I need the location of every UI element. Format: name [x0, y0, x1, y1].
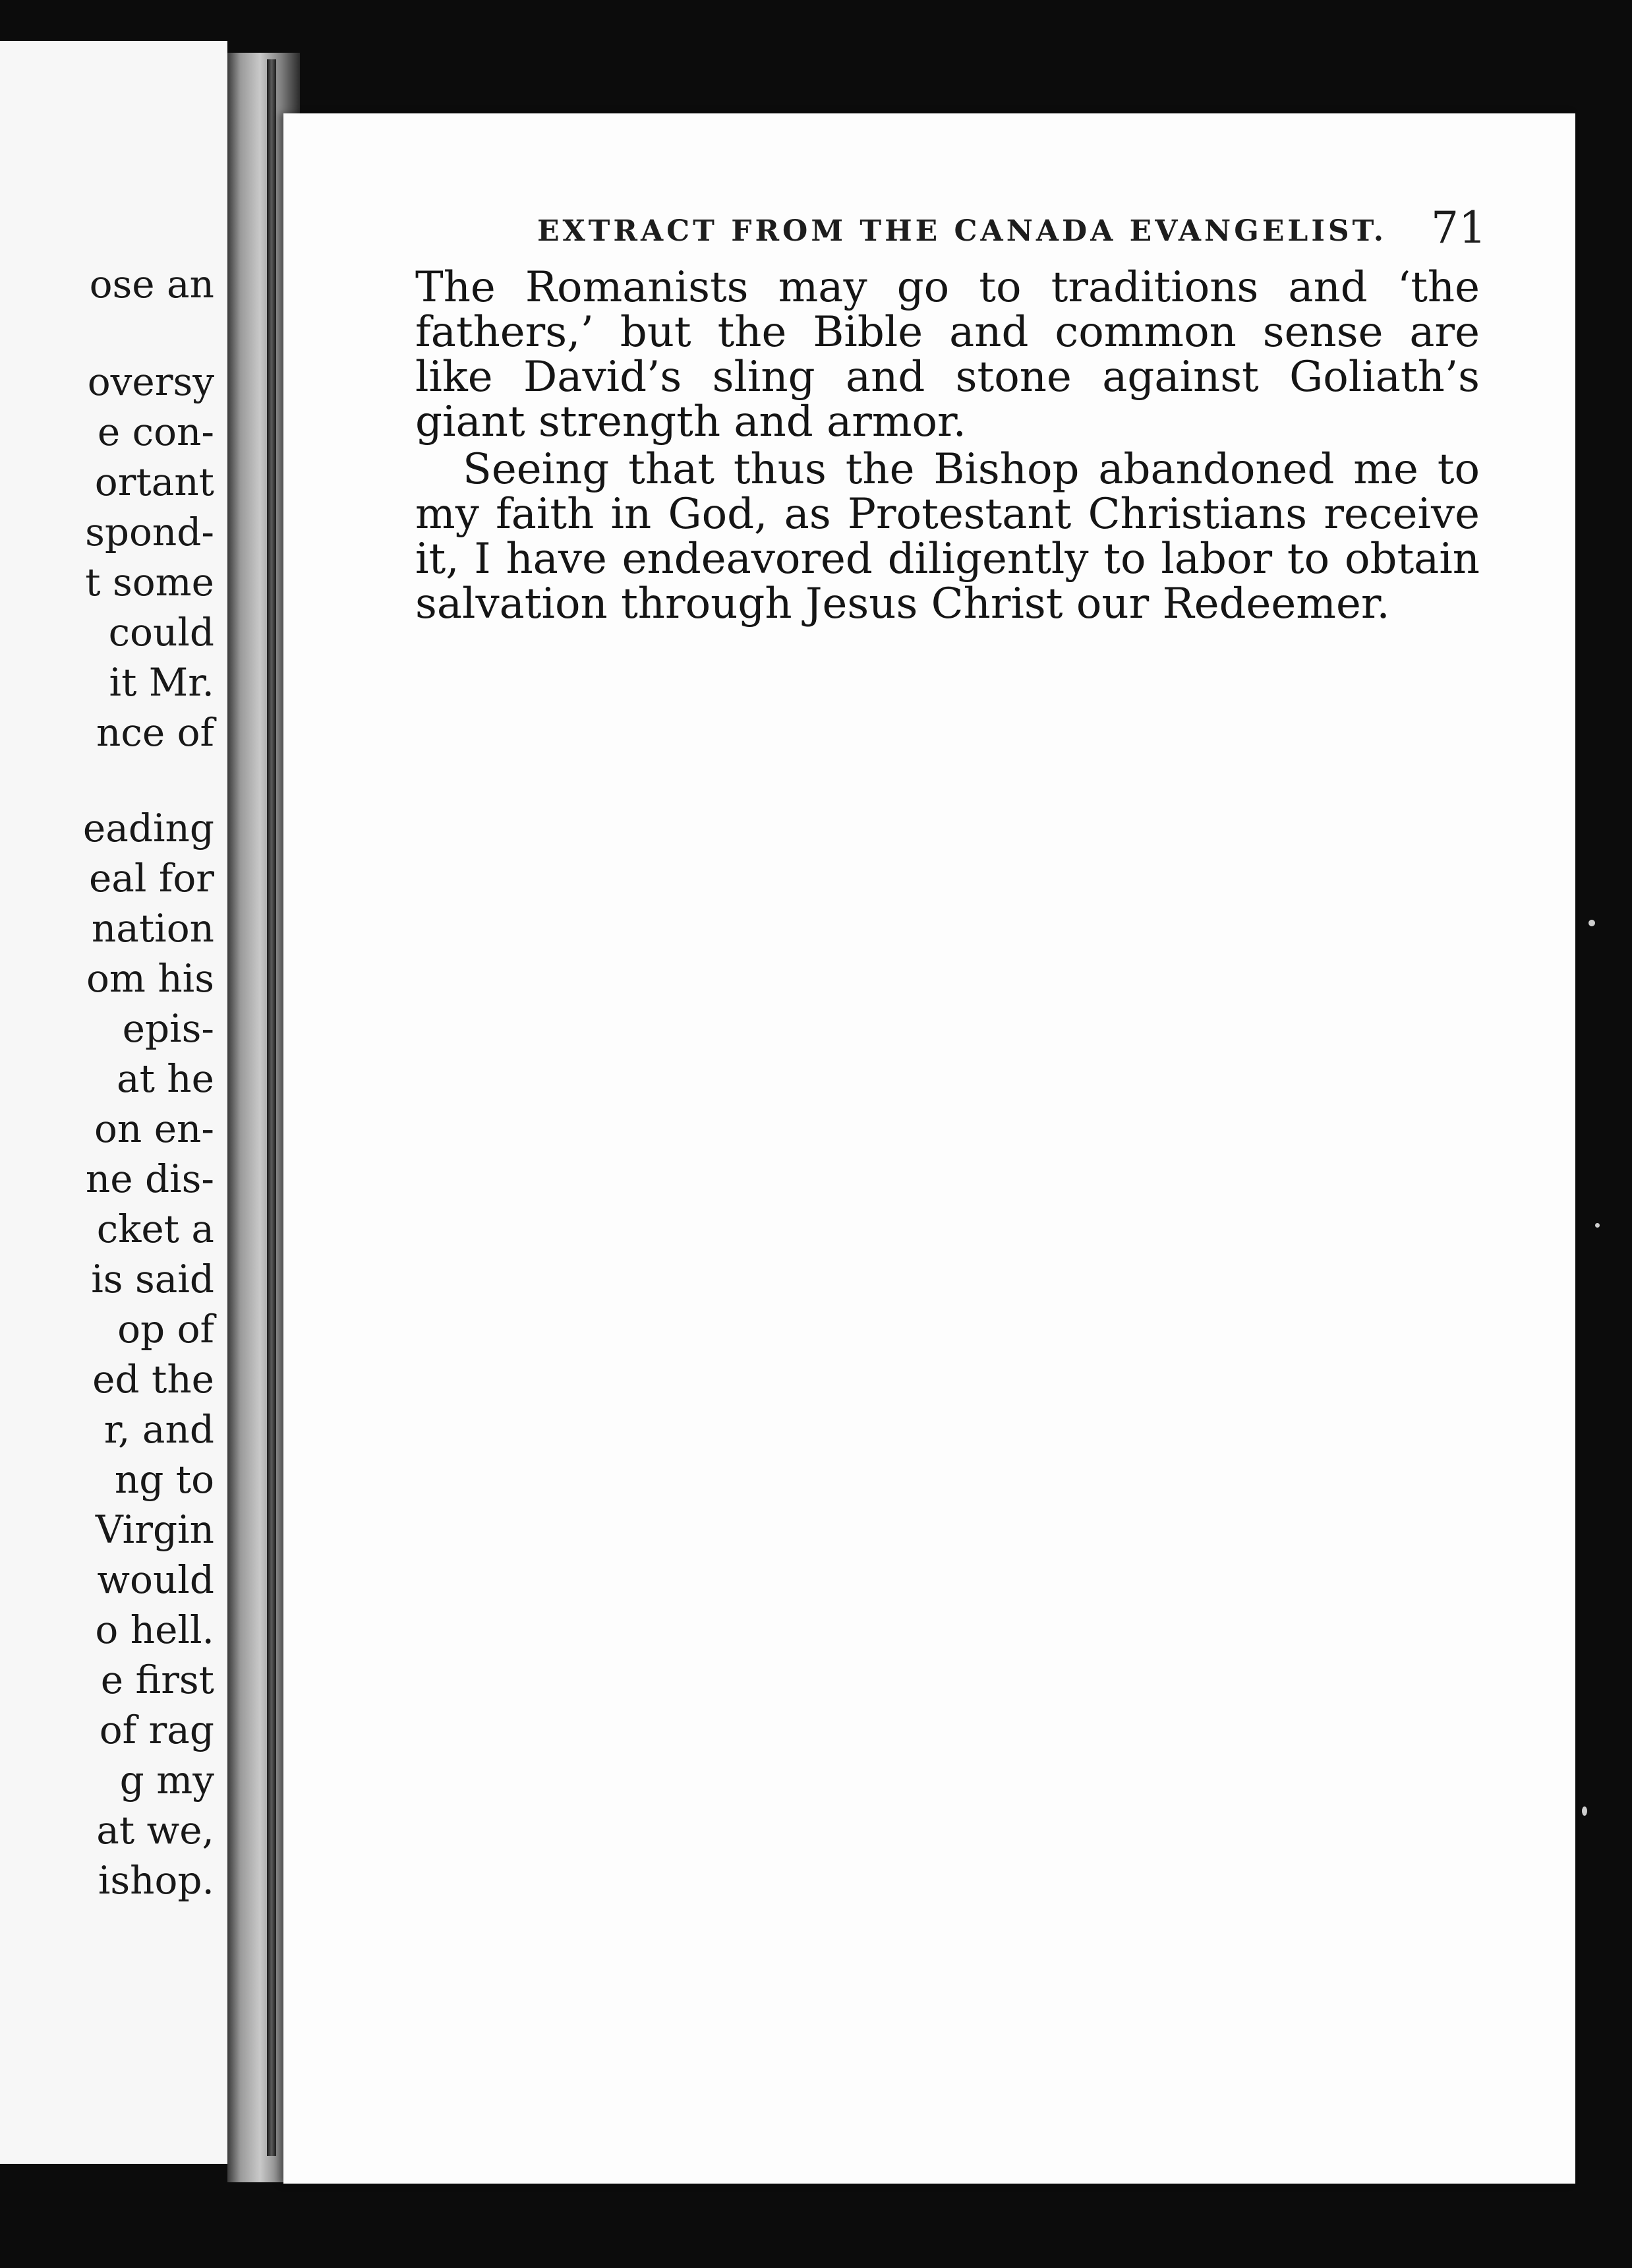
scan-speck [1588, 920, 1595, 926]
previous-page-line: nation [91, 906, 214, 951]
previous-page-line: ne dis- [85, 1156, 214, 1201]
previous-page-line: oversy [87, 359, 214, 404]
previous-page-line: r, and [103, 1407, 214, 1452]
body-text [415, 265, 1480, 626]
previous-page-line: ng to [114, 1457, 214, 1502]
previous-page-line: spond- [85, 510, 214, 554]
previous-page-line: ose an [89, 262, 214, 307]
previous-page-line: e first [100, 1657, 214, 1702]
previous-page-line: eal for [88, 856, 214, 901]
previous-page-line: ed the [92, 1357, 214, 1402]
previous-page-line: could [108, 610, 214, 655]
previous-page-line: it Mr. [109, 660, 214, 705]
previous-page-line: at we, [96, 1808, 214, 1853]
previous-page-line: g my [119, 1758, 214, 1803]
running-head-title: EXTRACT FROM THE CANADA EVANGELIST. [537, 214, 1387, 248]
previous-page-line: o hell. [95, 1607, 214, 1652]
scan-speck [1582, 1806, 1587, 1816]
scan-speck [1595, 1223, 1600, 1228]
previous-page-fragment [0, 41, 227, 2164]
previous-page-line: at he [116, 1056, 214, 1101]
previous-page-line: would [97, 1557, 214, 1602]
previous-page-line: on en- [94, 1106, 214, 1151]
page-number: 71 [1431, 202, 1486, 253]
previous-page-line: ishop. [98, 1858, 214, 1903]
previous-page-line: eading [82, 806, 214, 850]
book-page [283, 113, 1575, 2184]
previous-page-line: cket a [96, 1207, 214, 1251]
previous-page-line: of rag [99, 1708, 214, 1752]
previous-page-line: op of [117, 1307, 214, 1352]
page-edge-shadow [267, 59, 276, 2156]
previous-page-line: epis- [122, 1006, 214, 1051]
paragraph: Seeing that thus the Bishop abandoned me to my faith in God, as Protestant Christians receive it, I have endeavored diligently to labor to obtain salvation through Jesus Christ our Redeemer. [415, 445, 1480, 628]
previous-page-line: is said [91, 1257, 214, 1301]
previous-page-line: e con- [97, 409, 214, 454]
previous-page-line: Virgin [95, 1507, 214, 1552]
previous-page-line: om his [86, 956, 214, 1001]
running-header [537, 202, 1486, 262]
previous-page-line: t some [85, 560, 214, 605]
previous-page-line: nce of [96, 710, 214, 755]
previous-page-line: ortant [94, 460, 214, 504]
paragraph: The Romanists may go to traditions and ‘the fathers,’ but the Bible and common sense are like David’s sling and stone against Goliath’s giant strength and armor. [415, 263, 1480, 446]
